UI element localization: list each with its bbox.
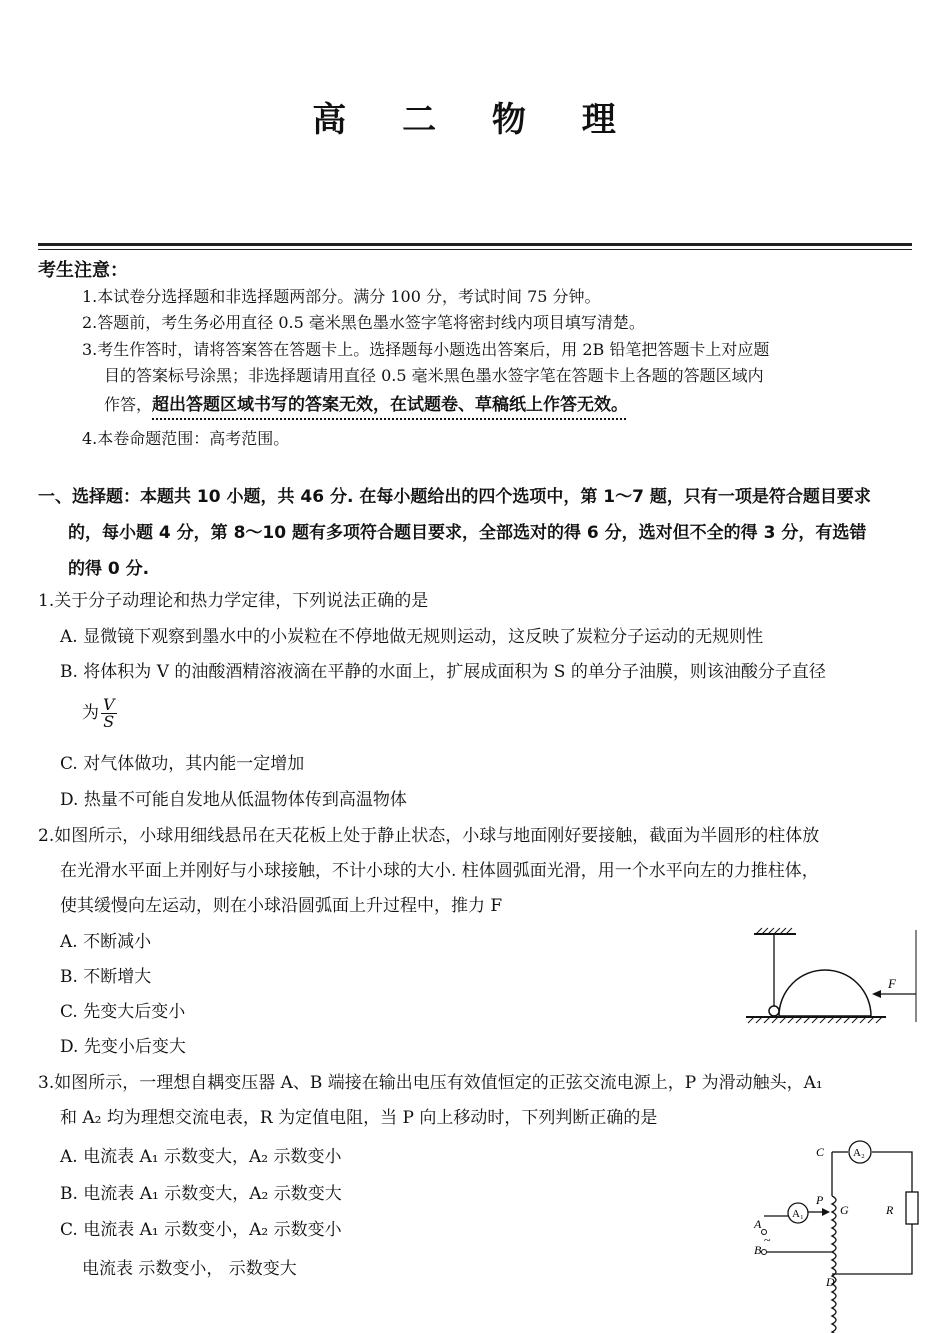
label-r: R [886, 1203, 894, 1217]
q1-option-c: C. 对气体做功，其内能一定增加 [60, 754, 305, 774]
notice-item-3: 3.考生作答时，请将答案答在答题卡上。选择题每小题选出答案后，用 2B 铅笔把答题卡上对应题 [82, 340, 770, 359]
half-cylinder [779, 970, 871, 1016]
q3-stem-2: 和 A₂ 均为理想交流电表，R 为定值电阻，当 P 向上移动时，下列判断正确的是 [60, 1108, 658, 1128]
q2-stem-3: 使其缓慢向左运动，则在小球沿圆弧面上升过程中，推力 F [60, 896, 503, 916]
resistor-r [906, 1192, 918, 1224]
notice-item-4: 4.本卷命题范围：高考范围。 [82, 429, 290, 448]
slider-arrow [822, 1208, 830, 1216]
terminal-b [762, 1250, 767, 1255]
section-1-line-2: 的，每小题 4 分，第 8～10 题有多项符合题目要求，全部选对的得 6 分，选对但不全的得 3 分，有选错 [68, 523, 867, 543]
notice-emphasis: 超出答题区域书写的答案无效，在试题卷、草稿纸上作答无效。 [152, 395, 629, 415]
label-a: A [754, 1217, 762, 1231]
q3-option-a: A. 电流表 A₁ 示数变大，A₂ 示数变小 [60, 1147, 342, 1167]
transformer-coil [832, 1196, 836, 1333]
section-1-line-1: 一、选择题：本题共 10 小题，共 46 分. 在每小题给出的四个选项中，第 1～7 题，只有一项是符合题目要求 [38, 487, 871, 507]
q3-option-b: B. 电流表 A₁ 示数变大，A₂ 示数变大 [60, 1184, 342, 1204]
notice-item-2: 2.答题前，考生务必用直径 0.5 毫米黑色墨水签字笔将密封线内项目填写清楚。 [82, 313, 645, 332]
label-b: B [754, 1243, 762, 1257]
notice-heading: 考生注意： [38, 260, 128, 281]
section-1-instructions [38, 479, 918, 587]
q3-option-d: 电流表 示数变小， 示数变大 [82, 1259, 297, 1279]
ac-symbol: ~ [764, 1233, 771, 1247]
q2-option-b: B. 不断增大 [60, 967, 152, 987]
force-arrow-head [872, 990, 881, 998]
notice-item-3-end [104, 392, 936, 418]
divider-thin [38, 249, 912, 250]
force-label: F [888, 976, 896, 991]
q1-option-d: D. 热量不可能自发地从低温物体传到高温物体 [60, 790, 407, 810]
q1-fraction-numerator: V [103, 695, 115, 714]
q2-figure [740, 926, 918, 1026]
label-c: C [816, 1145, 825, 1159]
q1-option-b-prefix: 为 [82, 703, 99, 723]
divider-thick [38, 243, 912, 246]
q1-stem: 1.关于分子动理论和热力学定律，下列说法正确的是 [38, 591, 429, 611]
q2-stem-1: 2.如图所示，小球用细线悬吊在天花板上处于静止状态，小球与地面刚好要接触，截面为半圆形的柱体放 [38, 826, 820, 846]
label-d: D [826, 1275, 835, 1289]
q3-stem-1: 3.如图所示，一理想自耦变压器 A、B 端接在输出电压有效值恒定的正弦交流电源上，P 为滑动触头，A₁ [38, 1073, 823, 1093]
q1-fraction-denominator: S [103, 712, 115, 731]
q1-option-b-answer [82, 697, 117, 730]
q1-fraction [101, 697, 117, 730]
ammeter-a2-label: A₂ [853, 1147, 865, 1159]
q2-option-a: A. 不断减小 [60, 932, 152, 952]
q3-option-c: C. 电流表 A₁ 示数变小，A₂ 示数变小 [60, 1220, 342, 1240]
q2-option-c: C. 先变大后变小 [60, 1002, 186, 1022]
q1-option-b: B. 将体积为 V 的油酸酒精溶液滴在平静的水面上，扩展成面积为 S 的单分子油膜，则该油酸分子直径 [60, 662, 826, 682]
label-p: P [816, 1193, 824, 1207]
q2-option-d: D. 先变小后变大 [60, 1037, 186, 1057]
notice-item-1: 1.本试卷分选择题和非选择题两部分。满分 100 分，考试时间 75 分钟。 [82, 287, 601, 306]
notice-item-3-prefix: 作答， [104, 395, 153, 414]
notice-item-3-cont: 目的答案标号涂黑；非选择题请用直径 0.5 毫米黑色墨水签字笔在答题卡上各题的答题区域内 [104, 366, 764, 385]
q2-stem-2: 在光滑水平面上并刚好与小球接触，不计小球的大小. 柱体圆弧面光滑，用一个水平向左的力推柱体， [60, 861, 819, 881]
ball [769, 1006, 779, 1016]
label-g: G [840, 1203, 849, 1217]
ammeter-a1-label: A₁ [792, 1208, 804, 1220]
page-title: 高 二 物 理 [312, 100, 638, 140]
q1-option-a: A. 显微镜下观察到墨水中的小炭粒在不停地做无规则运动，这反映了炭粒分子运动的无规则性 [60, 627, 764, 647]
section-1-line-3: 的得 0 分. [68, 559, 150, 579]
q3-figure [752, 1140, 922, 1333]
